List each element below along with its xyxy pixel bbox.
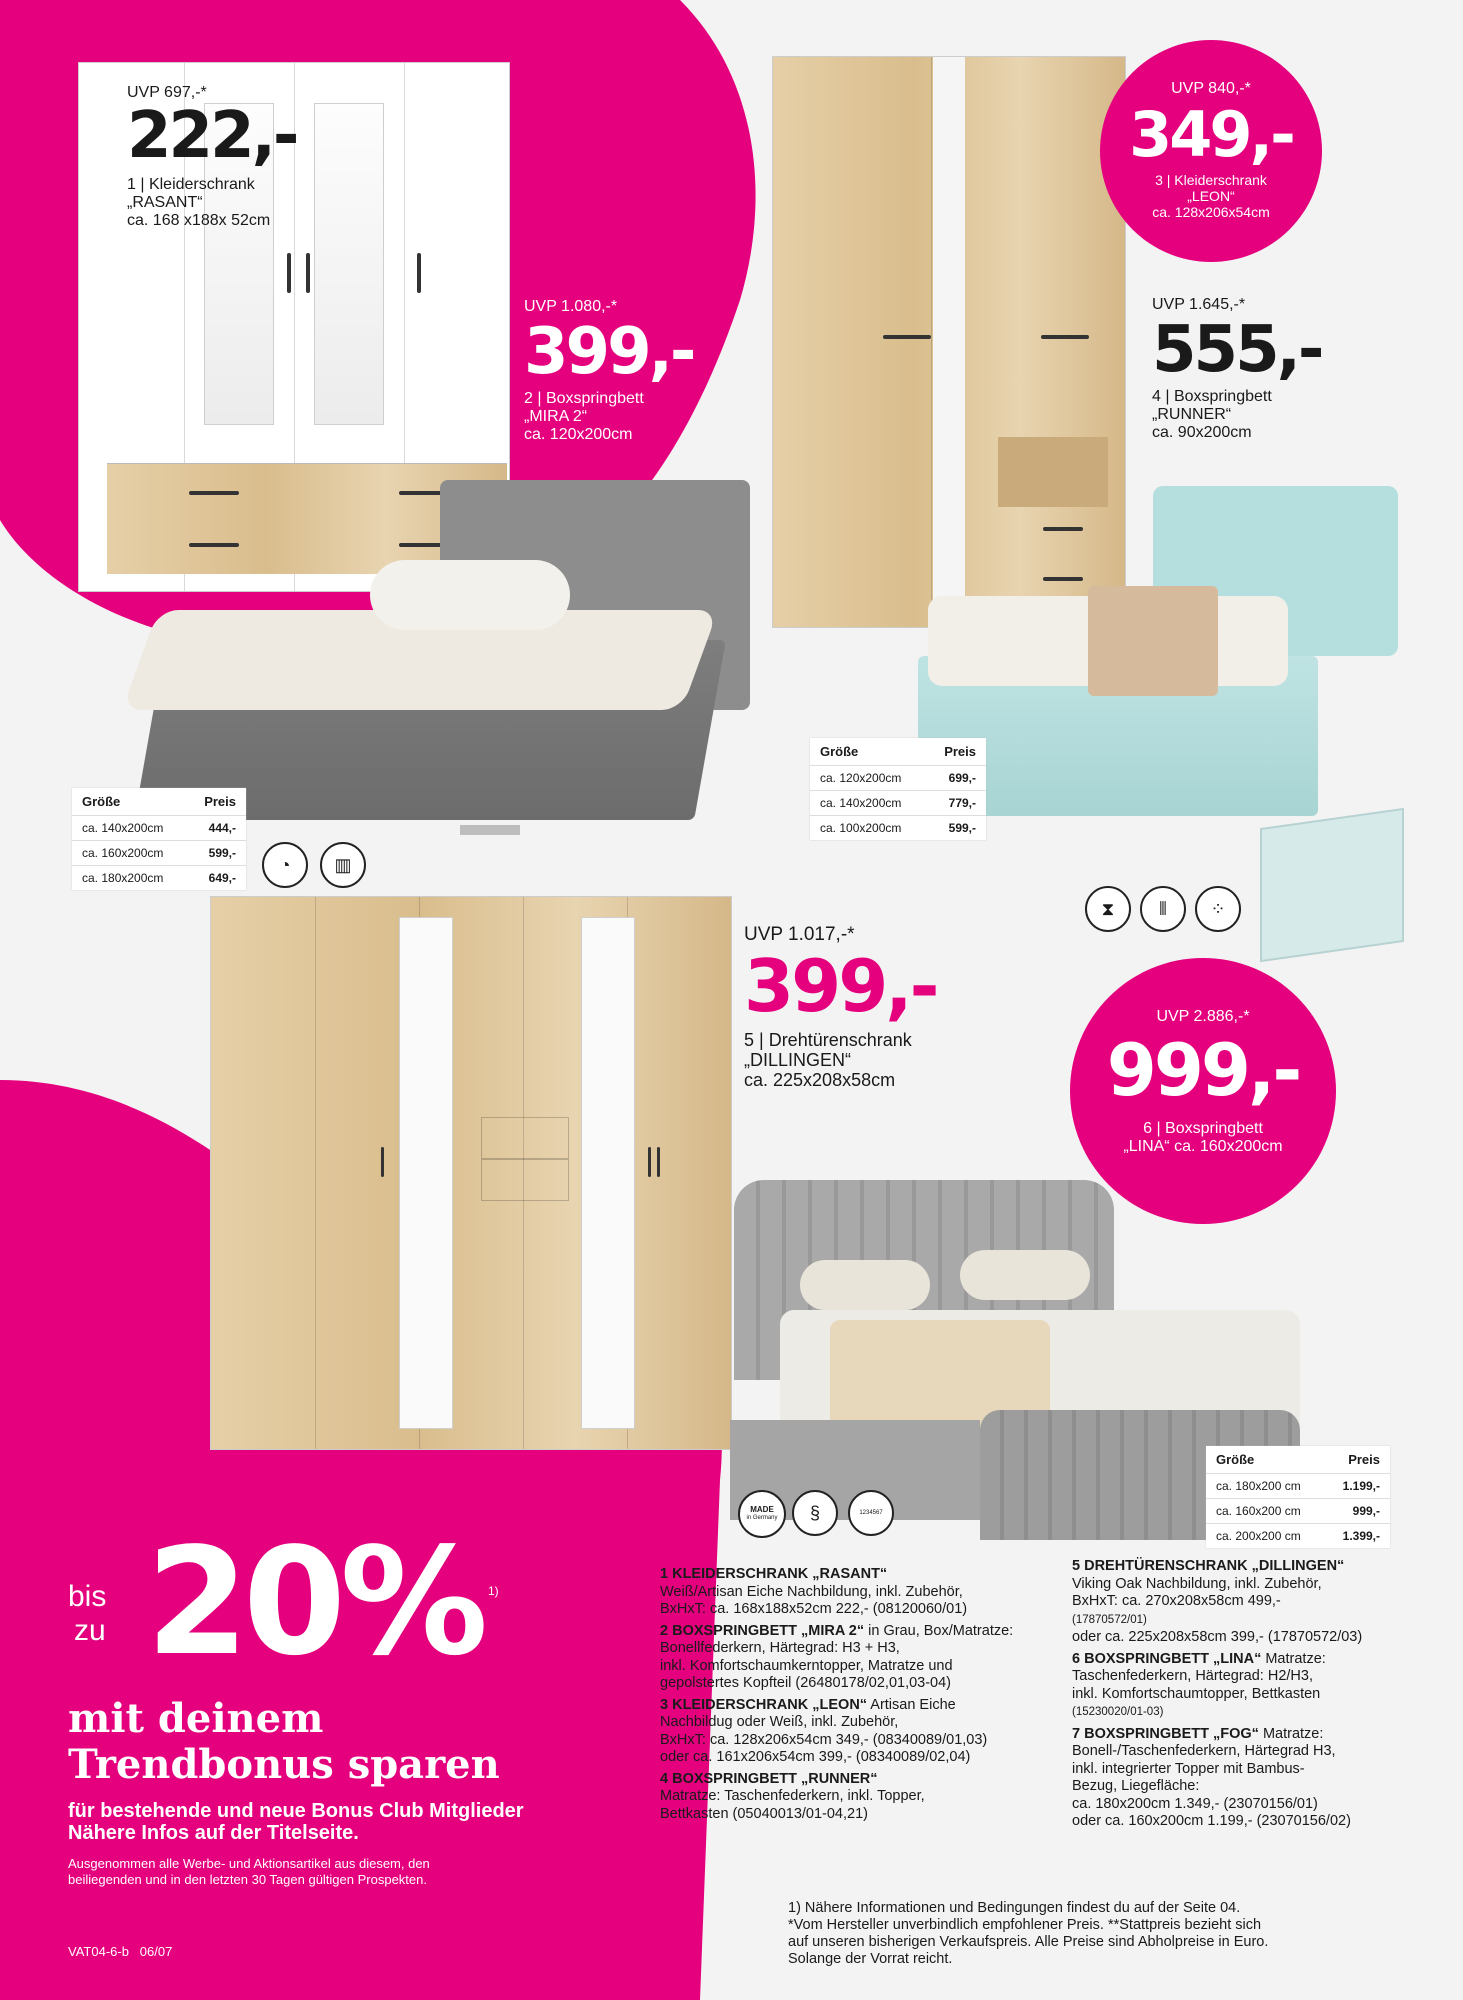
table-header-price: Preis <box>204 794 236 809</box>
warranty-icon: 1234567 <box>848 1490 894 1536</box>
hardness-scale-icon: ◔ <box>262 842 308 888</box>
specs-left <box>660 1566 1070 1823</box>
promo-headline: mit deinem Trendbonus sparen <box>68 1695 500 1788</box>
product-3-price: 349,- <box>1129 98 1293 171</box>
footnotes: 1) Nähere Informationen und Bedingungen findest du auf der Seite 04. *Vom Hersteller unverbindlich empfohlener Preis. **Stattpreis bezieht sich auf unseren bisherigen Verkaufspreis. Alle Preise sind Abholpreise in Euro. Solange der Vorrat reicht. <box>788 1900 1269 1967</box>
pocket-spring-icon: ⧗ <box>1085 886 1131 932</box>
product-4-price: 555,- <box>1152 313 1322 387</box>
product-4-uvp: UVP 1.645,-* <box>1152 296 1246 313</box>
product-5-price: 399,- <box>744 944 937 1028</box>
product-6-price: 999,- <box>1106 1028 1300 1112</box>
product-4-text <box>1152 296 1392 442</box>
table-row: ca. 120x200cm 699,- <box>810 766 986 791</box>
table-header-size: Größe <box>82 794 121 809</box>
spec-item: 3 KLEIDERSCHRANK „LEON“ Artisan Eiche Nachbildug oder Weiß, inkl. Zubehör, BxHxT: ca. 128x206x54cm 349,- (08340089/01,03) oder ca. 161x206x54cm 399,- (08340089/02,04) <box>660 1696 988 1765</box>
table-row: ca. 160x200 cm 999,- <box>1206 1499 1390 1524</box>
table-row: ca. 140x200cm 444,- <box>72 816 246 841</box>
foam-topper-icon: ⁘ <box>1195 886 1241 932</box>
product-5-text <box>744 924 1024 1090</box>
promo-disclaimer: Ausgenommen alle Werbe- und Aktionsartikel aus diesem, den beiliegenden und in den letzten 30 Tagen gültigen Prospekten. <box>68 1856 430 1887</box>
product-6-line2: „LINA“ ca. 160x200cm <box>1123 1138 1283 1155</box>
product-5-line3: ca. 225x208x58cm <box>744 1070 896 1090</box>
product-4-line1: 4 | Boxspringbett <box>1152 388 1272 405</box>
product-6-uvp: UVP 2.886,-* <box>1156 1008 1250 1025</box>
spec-item: 1 KLEIDERSCHRANK „RASANT“ Weiß/Artisan Eiche Nachbildung, inkl. Zubehör, BxHxT: ca. 168x188x52cm 222,- (08120060/01) <box>660 1566 968 1617</box>
product-1-price: 222,- <box>127 99 297 173</box>
product-2-line2: „MIRA 2“ <box>524 408 588 425</box>
table-row: ca. 200x200 cm 1.399,- <box>1206 1524 1390 1549</box>
size-price-table-lina: Größe Preis ca. 180x200 cm 1.199,- ca. 160x200 cm 999,- ca. 200x200 cm 1.399,- <box>1206 1446 1390 1548</box>
promo-subtext: für bestehende und neue Bonus Club Mitglieder Nähere Infos auf der Titelseite. <box>68 1800 524 1844</box>
spec-item: 7 BOXSPRINGBETT „FOG“ Matratze: Bonell-/Taschenfederkern, Härtegrad H3, inkl. integrierter Topper mit Bambus- Bezug, Liegefläche: ca. 180x200cm 1.349,- (23070156/01) oder ca. 160x200cm 1.199,- (23070156/02) <box>1072 1725 1351 1829</box>
product-1-line1: 1 | Kleiderschrank <box>127 176 255 193</box>
product-3-line1: 3 | Kleiderschrank <box>1155 172 1267 188</box>
product-1-uvp: UVP 697,-* <box>127 84 207 101</box>
bedbox-open-image <box>1260 808 1404 962</box>
spec-item: 2 BOXSPRINGBETT „MIRA 2“ in Grau, Box/Matratze: Bonellfederkern, Härtegrad: H3 + H3, inkl. Komfortschaumkerntopper, Matratze und gepolstertes Kopfteil (26480178/02,01,03-04) <box>660 1622 1014 1691</box>
promo-bis-zu: bis zu <box>68 1580 107 1647</box>
product-5-line1: 5 | Drehtürenschrank <box>744 1030 912 1050</box>
specs-right <box>1072 1558 1452 1831</box>
spec-item: 4 BOXSPRINGBETT „RUNNER“ Matratze: Taschenfederkern, inkl. Topper, Bettkasten (05040013/01-04,21) <box>660 1770 925 1822</box>
product-3-price-badge <box>1100 40 1322 262</box>
product-3-uvp: UVP 840,-* <box>1171 80 1251 97</box>
table-row: ca. 160x200cm 599,- <box>72 841 246 866</box>
made-in-germany-icon: MADE in Germany <box>738 1490 786 1538</box>
table-row: ca. 140x200cm 779,- <box>810 791 986 816</box>
promo-footnote-marker: 1) <box>488 1584 499 1598</box>
spring-core-icon: ⦀ <box>1140 886 1186 932</box>
product-2-text <box>524 298 744 444</box>
size-price-table-mira <box>72 788 246 890</box>
product-3-line3: ca. 128x206x54cm <box>1152 204 1270 220</box>
spec-item: 6 BOXSPRINGBETT „LINA“ Matratze: Taschenfederkern, Härtegrad: H2/H3, inkl. Komfortschaumtopper, Bettkasten (15230020/01-03) <box>1072 1650 1326 1718</box>
product-2-line1: 2 | Boxspringbett <box>524 390 644 407</box>
bed-height-icon: ▥ <box>320 842 366 888</box>
product-2-price: 399,- <box>524 315 694 389</box>
product-1-line2: „RASANT“ <box>127 194 203 211</box>
spring-icon: § <box>792 1490 838 1536</box>
product-4-line2: „RUNNER“ <box>1152 406 1232 423</box>
table-row: ca. 180x200 cm 1.199,- <box>1206 1474 1390 1499</box>
bed-runner-image <box>918 486 1398 826</box>
size-price-table-runner: Größe Preis ca. 120x200cm 699,- ca. 140x200cm 779,- ca. 100x200cm 599,- <box>810 738 986 840</box>
table-row: ca. 180x200cm 649,- <box>72 866 246 891</box>
product-4-line3: ca. 90x200cm <box>1152 424 1252 441</box>
spec-item: 5 DREHTÜRENSCHRANK „DILLINGEN“ Viking Oak Nachbildung, inkl. Zubehör, BxHxT: ca. 270x208x58cm 499,- (17870572/01) oder ca. 225x208x58cm 399,- (17870572/03) <box>1072 1558 1363 1645</box>
footer-code: VAT04-6-b 06/07 <box>68 1944 173 1959</box>
wardrobe-dillingen-image <box>210 896 732 1450</box>
product-2-uvp: UVP 1.080,-* <box>524 298 618 315</box>
product-5-uvp: UVP 1.017,-* <box>744 924 855 945</box>
product-5-line2: „DILLINGEN“ <box>744 1050 852 1070</box>
table-row: ca. 100x200cm 599,- <box>810 816 986 841</box>
product-6-line1: 6 | Boxspringbett <box>1143 1120 1263 1137</box>
promo-percent: 20% <box>146 1516 483 1688</box>
product-2-line3: ca. 120x200cm <box>524 426 633 443</box>
product-3-line2: „LEON“ <box>1187 188 1235 204</box>
product-1-line3: ca. 168 x188x 52cm <box>127 212 271 229</box>
product-1-text <box>127 84 427 230</box>
